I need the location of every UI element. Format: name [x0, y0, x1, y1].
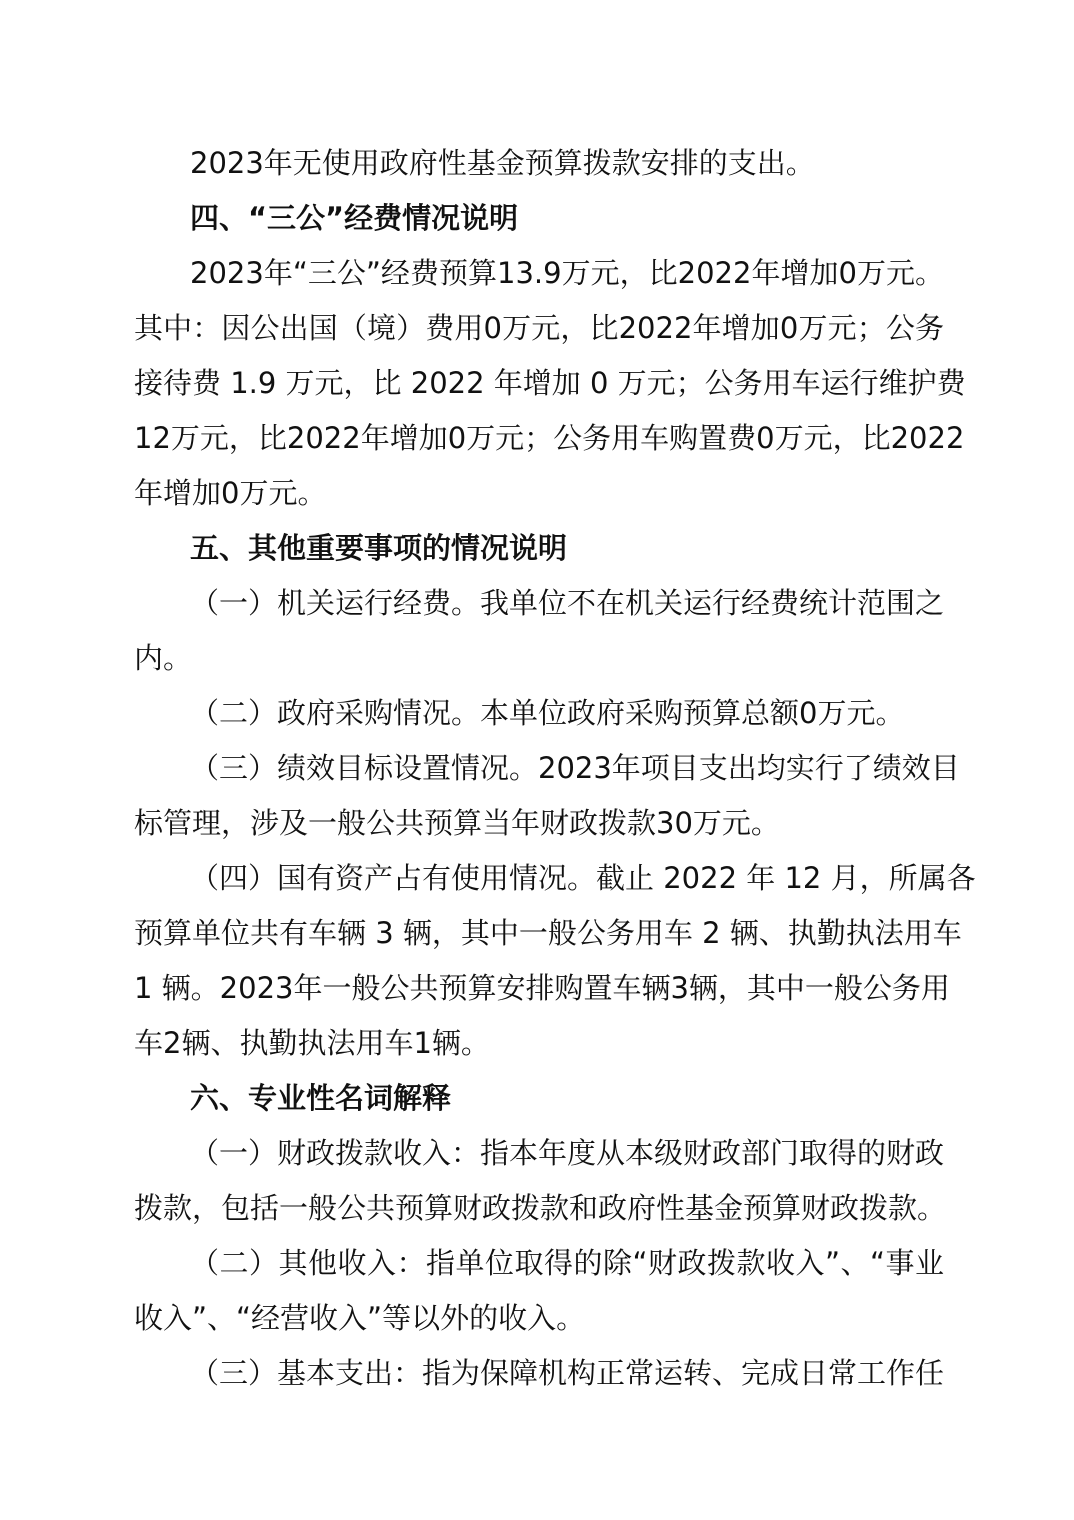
paragraph-line: （三）基本支出：指为保障机构正常运转、完成日常工作任 [190, 1356, 945, 1390]
section-heading-4: 四、“三公”经费情况说明 [190, 201, 519, 235]
paragraph-line: （二）其他收入：指单位取得的除“财政拨款收入”、“事业 [190, 1246, 944, 1280]
paragraph-line: 内。 [134, 641, 193, 675]
paragraph-line: 2023年“三公”经费预算13.9万元，比2022年增加0万元。 [190, 256, 944, 290]
paragraph-line: 12万元，比2022年增加0万元；公务用车购置费0万元，比2022 [134, 421, 965, 455]
paragraph-line: （四）国有资产占有使用情况。截止 2022 年 12 月，所属各 [190, 861, 976, 895]
paragraph-line: （三）绩效目标设置情况。2023年项目支出均实行了绩效目 [190, 751, 960, 785]
paragraph-line: 拨款，包括一般公共预算财政拨款和政府性基金预算财政拨款。 [134, 1191, 947, 1225]
paragraph-line: 收入”、“经营收入”等以外的收入。 [134, 1301, 586, 1335]
section-heading-5: 五、其他重要事项的情况说明 [190, 531, 568, 565]
paragraph-line: 标管理，涉及一般公共预算当年财政拨款30万元。 [134, 806, 780, 840]
paragraph-line: （一）机关运行经费。我单位不在机关运行经费统计范围之 [190, 586, 945, 620]
paragraph-line: 接待费 1.9 万元，比 2022 年增加 0 万元；公务用车运行维护费 [134, 366, 966, 400]
section-heading-6: 六、专业性名词解释 [190, 1081, 452, 1115]
paragraph-line: 预算单位共有车辆 3 辆，其中一般公务用车 2 辆、执勤执法用车 [134, 916, 962, 950]
paragraph-line: 1 辆。2023年一般公共预算安排购置车辆3辆，其中一般公务用 [134, 971, 950, 1005]
paragraph-line: 车2辆、执勤执法用车1辆。 [134, 1026, 490, 1060]
paragraph-line: 年增加0万元。 [134, 476, 327, 510]
paragraph-line: （二）政府采购情况。本单位政府采购预算总额0万元。 [190, 696, 905, 730]
paragraph-line: 2023年无使用政府性基金预算拨款安排的支出。 [190, 146, 815, 180]
paragraph-line: 其中：因公出国（境）费用0万元，比2022年增加0万元；公务 [134, 311, 944, 345]
paragraph-line: （一）财政拨款收入：指本年度从本级财政部门取得的财政 [190, 1136, 945, 1170]
